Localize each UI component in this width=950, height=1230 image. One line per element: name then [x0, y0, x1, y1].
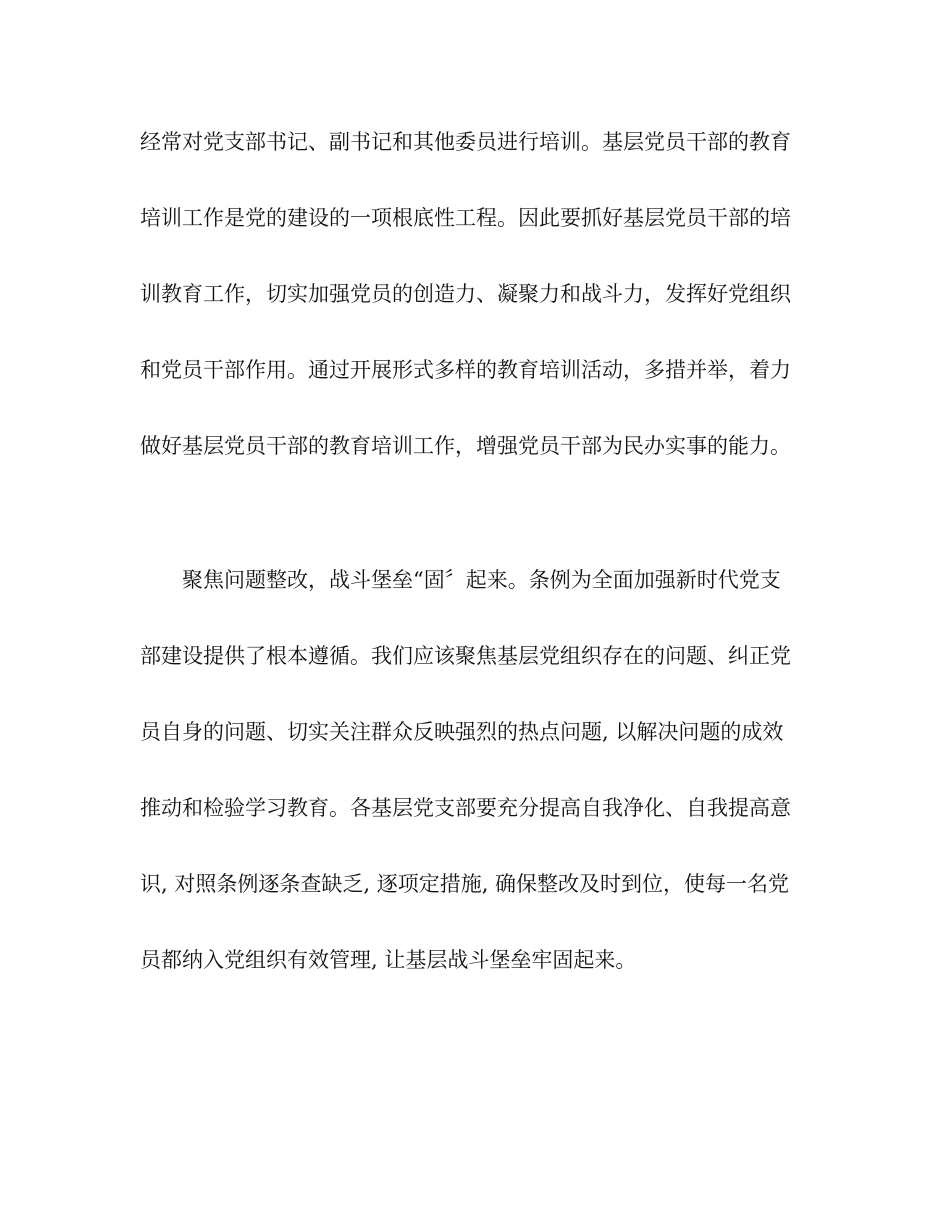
paragraph-line: 聚焦问题整改，战斗堡垒“固〞起来。条例为全面加强新时代党支: [182, 568, 781, 592]
paragraph-line: 推动和检验学习教育。各基层党支部要充分提高自我净化、自我提高意: [140, 796, 791, 820]
paragraph-line: 员都纳入党组织有效管理, 让基层战斗堡垒牢固起来。: [140, 948, 637, 972]
paragraph-line: 做好基层党员干部的教育培训工作，增强党员干部为民办实事的能力。: [140, 434, 791, 458]
paragraph-line: 部建设提供了根本遵循。我们应该聚焦基层党组织存在的问题、纠正党: [140, 644, 791, 668]
paragraph-line: 训教育工作，切实加强党员的创造力、凝聚力和战斗力，发挥好党组织: [140, 282, 791, 306]
paragraph-line: 培训工作是党的建设的一项根底性工程。因此要抓好基层党员干部的培: [140, 206, 791, 230]
paragraph-line: 经常对党支部书记、副书记和其他委员进行培训。基层党员干部的教育: [140, 130, 791, 154]
paragraph-line: 识, 对照条例逐条查缺乏, 逐项定措施, 确保整改及时到位，使每一名党: [140, 872, 790, 896]
paragraph-line: 员自身的问题、切实关注群众反映强烈的热点问题, 以解决问题的成效: [140, 720, 784, 744]
paragraph-line: 和党员干部作用。通过开展形式多样的教育培训活动，多措并举，着力: [140, 358, 791, 382]
